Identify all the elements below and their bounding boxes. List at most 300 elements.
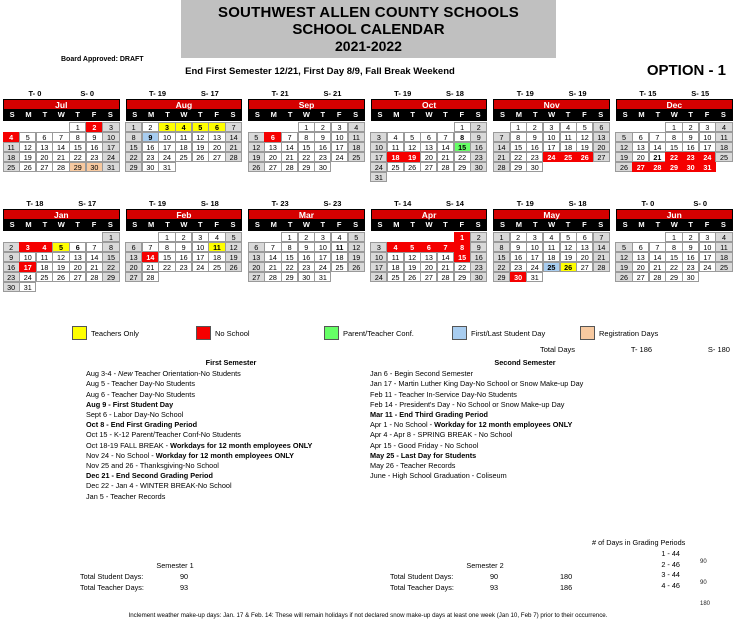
- day-cell[interactable]: 6: [125, 242, 142, 253]
- day-cell[interactable]: 9: [298, 242, 315, 253]
- day-cell[interactable]: 23: [314, 152, 331, 163]
- day-cell[interactable]: 3: [370, 242, 387, 253]
- day-cell[interactable]: 19: [404, 152, 421, 163]
- day-cell[interactable]: 17: [370, 262, 387, 273]
- day-cell[interactable]: 12: [404, 252, 421, 263]
- day-cell[interactable]: 28: [264, 272, 281, 283]
- day-cell[interactable]: 9: [142, 132, 159, 143]
- day-cell[interactable]: 5: [615, 242, 632, 253]
- day-cell[interactable]: 6: [420, 132, 437, 143]
- day-cell[interactable]: 10: [699, 242, 716, 253]
- day-cell[interactable]: 3: [370, 132, 387, 143]
- day-cell[interactable]: 27: [420, 162, 437, 173]
- day-cell[interactable]: 16: [86, 142, 103, 153]
- day-cell[interactable]: 2: [682, 232, 699, 243]
- day-cell[interactable]: 28: [281, 162, 298, 173]
- day-cell[interactable]: 17: [102, 142, 119, 153]
- day-cell[interactable]: 2: [86, 122, 103, 133]
- day-cell[interactable]: 30: [142, 162, 159, 173]
- day-cell[interactable]: 14: [225, 132, 242, 143]
- day-cell[interactable]: 22: [102, 262, 119, 273]
- day-cell[interactable]: 11: [331, 242, 348, 253]
- day-cell[interactable]: 3: [158, 122, 175, 133]
- day-cell[interactable]: 23: [86, 152, 103, 163]
- day-cell[interactable]: 4: [348, 122, 365, 133]
- day-cell[interactable]: 4: [387, 242, 404, 253]
- day-cell[interactable]: 19: [19, 152, 36, 163]
- day-cell[interactable]: 4: [3, 132, 20, 143]
- day-cell[interactable]: 20: [576, 252, 593, 263]
- day-cell[interactable]: 7: [86, 242, 103, 253]
- day-cell[interactable]: 18: [348, 142, 365, 153]
- day-cell[interactable]: 26: [248, 162, 265, 173]
- day-cell[interactable]: 9: [314, 132, 331, 143]
- day-cell[interactable]: 12: [404, 142, 421, 153]
- day-cell[interactable]: 25: [560, 152, 577, 163]
- day-cell[interactable]: 25: [175, 152, 192, 163]
- day-cell[interactable]: 10: [370, 142, 387, 153]
- day-cell[interactable]: 30: [510, 272, 527, 283]
- day-cell[interactable]: 29: [510, 162, 527, 173]
- day-cell[interactable]: 11: [543, 242, 560, 253]
- day-cell[interactable]: 7: [493, 132, 510, 143]
- day-cell[interactable]: 8: [69, 132, 86, 143]
- day-cell[interactable]: 5: [576, 122, 593, 133]
- day-cell[interactable]: 27: [593, 152, 610, 163]
- day-cell[interactable]: 8: [454, 132, 471, 143]
- day-cell[interactable]: 30: [298, 272, 315, 283]
- day-cell[interactable]: 30: [526, 162, 543, 173]
- day-cell[interactable]: 8: [281, 242, 298, 253]
- day-cell[interactable]: 4: [560, 122, 577, 133]
- day-cell[interactable]: 29: [125, 162, 142, 173]
- day-cell[interactable]: 13: [208, 132, 225, 143]
- day-cell[interactable]: 5: [404, 132, 421, 143]
- day-cell[interactable]: 3: [699, 122, 716, 133]
- day-cell[interactable]: 15: [510, 142, 527, 153]
- day-cell[interactable]: 25: [543, 262, 560, 273]
- day-cell[interactable]: 20: [632, 262, 649, 273]
- day-cell[interactable]: 27: [69, 272, 86, 283]
- day-cell[interactable]: 23: [175, 262, 192, 273]
- day-cell[interactable]: 15: [281, 252, 298, 263]
- day-cell[interactable]: 8: [102, 242, 119, 253]
- day-cell[interactable]: 11: [387, 252, 404, 263]
- day-cell[interactable]: 16: [470, 142, 487, 153]
- day-cell[interactable]: 12: [225, 242, 242, 253]
- day-cell[interactable]: 12: [348, 242, 365, 253]
- day-cell[interactable]: 28: [649, 162, 666, 173]
- day-cell[interactable]: 31: [526, 272, 543, 283]
- day-cell[interactable]: 12: [615, 142, 632, 153]
- day-cell[interactable]: 25: [331, 262, 348, 273]
- day-cell[interactable]: 19: [560, 252, 577, 263]
- day-cell[interactable]: 19: [576, 142, 593, 153]
- day-cell[interactable]: 29: [281, 272, 298, 283]
- day-cell[interactable]: 7: [52, 132, 69, 143]
- day-cell[interactable]: 5: [19, 132, 36, 143]
- day-cell[interactable]: 29: [454, 272, 471, 283]
- day-cell[interactable]: 15: [454, 252, 471, 263]
- day-cell[interactable]: 26: [192, 152, 209, 163]
- day-cell[interactable]: 26: [225, 262, 242, 273]
- day-cell[interactable]: 25: [36, 272, 53, 283]
- day-cell[interactable]: 12: [192, 132, 209, 143]
- day-cell[interactable]: 12: [248, 142, 265, 153]
- day-cell[interactable]: 11: [715, 132, 732, 143]
- day-cell[interactable]: 24: [102, 152, 119, 163]
- day-cell[interactable]: 20: [248, 262, 265, 273]
- day-cell[interactable]: 1: [69, 122, 86, 133]
- day-cell[interactable]: 7: [225, 122, 242, 133]
- day-cell[interactable]: 2: [314, 122, 331, 133]
- day-cell[interactable]: 15: [158, 252, 175, 263]
- day-cell[interactable]: 21: [264, 262, 281, 273]
- day-cell[interactable]: 23: [142, 152, 159, 163]
- day-cell[interactable]: 13: [248, 252, 265, 263]
- day-cell[interactable]: 18: [560, 142, 577, 153]
- day-cell[interactable]: 6: [632, 132, 649, 143]
- day-cell[interactable]: 10: [102, 132, 119, 143]
- day-cell[interactable]: 26: [348, 262, 365, 273]
- day-cell[interactable]: 1: [102, 232, 119, 243]
- day-cell[interactable]: 30: [682, 162, 699, 173]
- day-cell[interactable]: 30: [314, 162, 331, 173]
- day-cell[interactable]: 14: [649, 252, 666, 263]
- day-cell[interactable]: 8: [298, 132, 315, 143]
- day-cell[interactable]: 24: [370, 272, 387, 283]
- day-cell[interactable]: 12: [615, 252, 632, 263]
- day-cell[interactable]: 22: [665, 262, 682, 273]
- day-cell[interactable]: 31: [102, 162, 119, 173]
- day-cell[interactable]: 3: [526, 232, 543, 243]
- day-cell[interactable]: 9: [682, 242, 699, 253]
- day-cell[interactable]: 10: [699, 132, 716, 143]
- day-cell[interactable]: 12: [52, 252, 69, 263]
- day-cell[interactable]: 15: [69, 142, 86, 153]
- day-cell[interactable]: 2: [3, 242, 20, 253]
- day-cell[interactable]: 2: [298, 232, 315, 243]
- day-cell[interactable]: 5: [615, 132, 632, 143]
- day-cell[interactable]: 27: [632, 272, 649, 283]
- day-cell[interactable]: 31: [699, 162, 716, 173]
- day-cell[interactable]: 24: [699, 152, 716, 163]
- day-cell[interactable]: 24: [192, 262, 209, 273]
- day-cell[interactable]: 13: [125, 252, 142, 263]
- day-cell[interactable]: 7: [649, 132, 666, 143]
- day-cell[interactable]: 11: [208, 242, 225, 253]
- day-cell[interactable]: 19: [404, 262, 421, 273]
- day-cell[interactable]: 11: [560, 132, 577, 143]
- day-cell[interactable]: 13: [593, 132, 610, 143]
- day-cell[interactable]: 18: [715, 142, 732, 153]
- day-cell[interactable]: 11: [175, 132, 192, 143]
- day-cell[interactable]: 9: [510, 242, 527, 253]
- day-cell[interactable]: 5: [248, 132, 265, 143]
- day-cell[interactable]: 2: [470, 232, 487, 243]
- day-cell[interactable]: 4: [715, 232, 732, 243]
- day-cell[interactable]: 17: [526, 252, 543, 263]
- day-cell[interactable]: 17: [192, 252, 209, 263]
- day-cell[interactable]: 19: [348, 252, 365, 263]
- day-cell[interactable]: 28: [437, 272, 454, 283]
- day-cell[interactable]: 8: [125, 132, 142, 143]
- day-cell[interactable]: 9: [526, 132, 543, 143]
- day-cell[interactable]: 16: [526, 142, 543, 153]
- day-cell[interactable]: 15: [493, 252, 510, 263]
- day-cell[interactable]: 13: [632, 142, 649, 153]
- day-cell[interactable]: 3: [314, 232, 331, 243]
- day-cell[interactable]: 29: [493, 272, 510, 283]
- day-cell[interactable]: 15: [665, 142, 682, 153]
- day-cell[interactable]: 22: [665, 152, 682, 163]
- day-cell[interactable]: 15: [298, 142, 315, 153]
- day-cell[interactable]: 26: [560, 262, 577, 273]
- day-cell[interactable]: 20: [420, 262, 437, 273]
- day-cell[interactable]: 23: [470, 262, 487, 273]
- day-cell[interactable]: 24: [699, 262, 716, 273]
- day-cell[interactable]: 2: [175, 232, 192, 243]
- day-cell[interactable]: 13: [632, 252, 649, 263]
- day-cell[interactable]: 31: [314, 272, 331, 283]
- day-cell[interactable]: 22: [69, 152, 86, 163]
- day-cell[interactable]: 27: [632, 162, 649, 173]
- day-cell[interactable]: 7: [281, 132, 298, 143]
- day-cell[interactable]: 20: [264, 152, 281, 163]
- day-cell[interactable]: 26: [615, 272, 632, 283]
- day-cell[interactable]: 25: [348, 152, 365, 163]
- day-cell[interactable]: 29: [69, 162, 86, 173]
- day-cell[interactable]: 6: [264, 132, 281, 143]
- day-cell[interactable]: 9: [3, 252, 20, 263]
- day-cell[interactable]: 3: [331, 122, 348, 133]
- day-cell[interactable]: 9: [470, 132, 487, 143]
- day-cell[interactable]: 18: [208, 252, 225, 263]
- day-cell[interactable]: 13: [36, 142, 53, 153]
- day-cell[interactable]: 16: [682, 142, 699, 153]
- day-cell[interactable]: 12: [560, 242, 577, 253]
- day-cell[interactable]: 24: [543, 152, 560, 163]
- day-cell[interactable]: 5: [348, 232, 365, 243]
- day-cell[interactable]: 8: [665, 132, 682, 143]
- day-cell[interactable]: 4: [387, 132, 404, 143]
- day-cell[interactable]: 6: [69, 242, 86, 253]
- day-cell[interactable]: 22: [281, 262, 298, 273]
- day-cell[interactable]: 14: [86, 252, 103, 263]
- day-cell[interactable]: 19: [615, 152, 632, 163]
- day-cell[interactable]: 22: [158, 262, 175, 273]
- day-cell[interactable]: 28: [225, 152, 242, 163]
- day-cell[interactable]: 17: [699, 252, 716, 263]
- day-cell[interactable]: 7: [142, 242, 159, 253]
- day-cell[interactable]: 5: [192, 122, 209, 133]
- day-cell[interactable]: 26: [19, 162, 36, 173]
- day-cell[interactable]: 24: [314, 262, 331, 273]
- day-cell[interactable]: 18: [36, 262, 53, 273]
- day-cell[interactable]: 13: [576, 242, 593, 253]
- day-cell[interactable]: 6: [36, 132, 53, 143]
- day-cell[interactable]: 2: [142, 122, 159, 133]
- day-cell[interactable]: 1: [665, 232, 682, 243]
- day-cell[interactable]: 23: [470, 152, 487, 163]
- day-cell[interactable]: 27: [208, 152, 225, 163]
- day-cell[interactable]: 4: [175, 122, 192, 133]
- day-cell[interactable]: 26: [404, 272, 421, 283]
- day-cell[interactable]: 12: [576, 132, 593, 143]
- day-cell[interactable]: 17: [314, 252, 331, 263]
- day-cell[interactable]: 17: [543, 142, 560, 153]
- day-cell[interactable]: 7: [437, 242, 454, 253]
- day-cell[interactable]: 19: [248, 152, 265, 163]
- day-cell[interactable]: 24: [331, 152, 348, 163]
- day-cell[interactable]: 23: [682, 262, 699, 273]
- day-cell[interactable]: 3: [543, 122, 560, 133]
- day-cell[interactable]: 8: [493, 242, 510, 253]
- day-cell[interactable]: 17: [331, 142, 348, 153]
- day-cell[interactable]: 13: [69, 252, 86, 263]
- day-cell[interactable]: 20: [420, 152, 437, 163]
- day-cell[interactable]: 14: [437, 252, 454, 263]
- day-cell[interactable]: 1: [510, 122, 527, 133]
- day-cell[interactable]: 29: [665, 272, 682, 283]
- day-cell[interactable]: 18: [387, 152, 404, 163]
- day-cell[interactable]: 27: [264, 162, 281, 173]
- day-cell[interactable]: 9: [175, 242, 192, 253]
- day-cell[interactable]: 9: [86, 132, 103, 143]
- day-cell[interactable]: 15: [125, 142, 142, 153]
- day-cell[interactable]: 4: [36, 242, 53, 253]
- day-cell[interactable]: 1: [493, 232, 510, 243]
- day-cell[interactable]: 30: [682, 272, 699, 283]
- day-cell[interactable]: 1: [454, 232, 471, 243]
- day-cell[interactable]: 23: [526, 152, 543, 163]
- day-cell[interactable]: 3: [102, 122, 119, 133]
- day-cell[interactable]: 10: [543, 132, 560, 143]
- day-cell[interactable]: 1: [158, 232, 175, 243]
- day-cell[interactable]: 7: [264, 242, 281, 253]
- day-cell[interactable]: 15: [665, 252, 682, 263]
- day-cell[interactable]: 3: [192, 232, 209, 243]
- day-cell[interactable]: 6: [420, 242, 437, 253]
- day-cell[interactable]: 16: [682, 252, 699, 263]
- day-cell[interactable]: 26: [615, 162, 632, 173]
- day-cell[interactable]: 24: [158, 152, 175, 163]
- day-cell[interactable]: 18: [175, 142, 192, 153]
- day-cell[interactable]: 30: [470, 272, 487, 283]
- day-cell[interactable]: 21: [86, 262, 103, 273]
- day-cell[interactable]: 2: [682, 122, 699, 133]
- day-cell[interactable]: 29: [298, 162, 315, 173]
- day-cell[interactable]: 23: [3, 272, 20, 283]
- day-cell[interactable]: 27: [420, 272, 437, 283]
- day-cell[interactable]: 22: [510, 152, 527, 163]
- day-cell[interactable]: 11: [36, 252, 53, 263]
- day-cell[interactable]: 29: [454, 162, 471, 173]
- day-cell[interactable]: 11: [348, 132, 365, 143]
- day-cell[interactable]: 20: [632, 152, 649, 163]
- day-cell[interactable]: 21: [142, 262, 159, 273]
- day-cell[interactable]: 25: [715, 152, 732, 163]
- day-cell[interactable]: 4: [543, 232, 560, 243]
- day-cell[interactable]: 10: [158, 132, 175, 143]
- day-cell[interactable]: 14: [649, 142, 666, 153]
- day-cell[interactable]: 16: [3, 262, 20, 273]
- day-cell[interactable]: 16: [470, 252, 487, 263]
- day-cell[interactable]: 31: [370, 172, 387, 183]
- day-cell[interactable]: 13: [420, 142, 437, 153]
- day-cell[interactable]: 18: [715, 252, 732, 263]
- day-cell[interactable]: 14: [493, 142, 510, 153]
- day-cell[interactable]: 31: [158, 162, 175, 173]
- day-cell[interactable]: 13: [264, 142, 281, 153]
- day-cell[interactable]: 15: [102, 252, 119, 263]
- day-cell[interactable]: 9: [470, 242, 487, 253]
- day-cell[interactable]: 17: [158, 142, 175, 153]
- day-cell[interactable]: 4: [715, 122, 732, 133]
- day-cell[interactable]: 30: [3, 282, 20, 293]
- day-cell[interactable]: 27: [36, 162, 53, 173]
- day-cell[interactable]: 2: [510, 232, 527, 243]
- day-cell[interactable]: 27: [125, 272, 142, 283]
- day-cell[interactable]: 9: [682, 132, 699, 143]
- day-cell[interactable]: 22: [454, 152, 471, 163]
- day-cell[interactable]: 8: [158, 242, 175, 253]
- day-cell[interactable]: 16: [298, 252, 315, 263]
- day-cell[interactable]: 10: [19, 252, 36, 263]
- day-cell[interactable]: 6: [576, 232, 593, 243]
- day-cell[interactable]: 11: [387, 142, 404, 153]
- day-cell[interactable]: 15: [454, 142, 471, 153]
- day-cell[interactable]: 4: [208, 232, 225, 243]
- day-cell[interactable]: 21: [225, 142, 242, 153]
- day-cell[interactable]: 5: [225, 232, 242, 243]
- day-cell[interactable]: 7: [593, 232, 610, 243]
- day-cell[interactable]: 28: [593, 262, 610, 273]
- day-cell[interactable]: 16: [314, 142, 331, 153]
- day-cell[interactable]: 20: [208, 142, 225, 153]
- day-cell[interactable]: 22: [454, 262, 471, 273]
- day-cell[interactable]: 24: [370, 162, 387, 173]
- day-cell[interactable]: 11: [715, 242, 732, 253]
- day-cell[interactable]: 3: [699, 232, 716, 243]
- day-cell[interactable]: 19: [225, 252, 242, 263]
- day-cell[interactable]: 27: [248, 272, 265, 283]
- day-cell[interactable]: 16: [142, 142, 159, 153]
- day-cell[interactable]: 30: [470, 162, 487, 173]
- day-cell[interactable]: 18: [331, 252, 348, 263]
- day-cell[interactable]: 16: [175, 252, 192, 263]
- day-cell[interactable]: 14: [142, 252, 159, 263]
- day-cell[interactable]: 21: [649, 152, 666, 163]
- day-cell[interactable]: 28: [52, 162, 69, 173]
- day-cell[interactable]: 1: [665, 122, 682, 133]
- day-cell[interactable]: 26: [576, 152, 593, 163]
- day-cell[interactable]: 7: [649, 242, 666, 253]
- day-cell[interactable]: 14: [52, 142, 69, 153]
- day-cell[interactable]: 6: [248, 242, 265, 253]
- day-cell[interactable]: 19: [192, 142, 209, 153]
- day-cell[interactable]: 3: [19, 242, 36, 253]
- day-cell[interactable]: 1: [454, 122, 471, 133]
- day-cell[interactable]: 21: [493, 152, 510, 163]
- day-cell[interactable]: 20: [69, 262, 86, 273]
- day-cell[interactable]: 24: [19, 272, 36, 283]
- day-cell[interactable]: 6: [593, 122, 610, 133]
- day-cell[interactable]: 28: [493, 162, 510, 173]
- day-cell[interactable]: 8: [665, 242, 682, 253]
- day-cell[interactable]: 1: [298, 122, 315, 133]
- day-cell[interactable]: 25: [3, 162, 20, 173]
